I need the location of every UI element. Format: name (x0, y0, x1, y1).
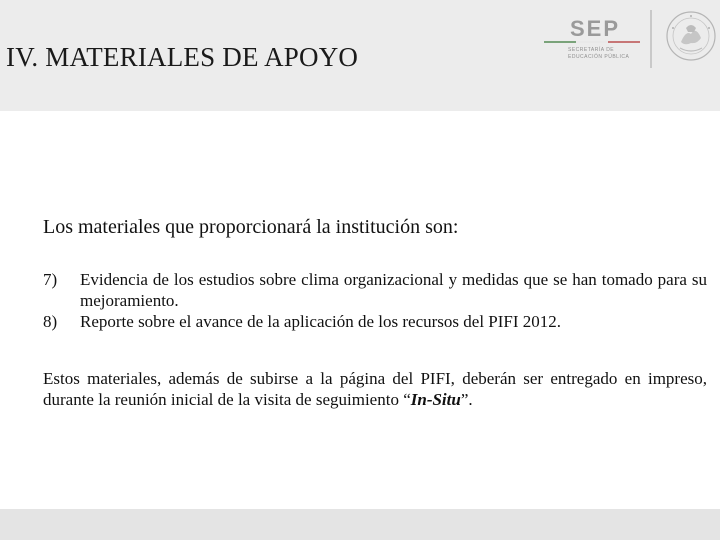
coat-of-arms-seal-icon (664, 8, 716, 64)
intro-text: Los materiales que proporcionará la institución son: (43, 216, 459, 238)
list-item-text: Reporte sobre el avance de la aplicación de los recursos del PIFI 2012. (80, 312, 562, 331)
closing-end: ”. (460, 390, 473, 409)
closing-text: Estos materiales, además de subirse a la página del PIFI, deberán ser entregado en impreso, durante la reunión inicial de la visita de seguimiento “ (43, 369, 707, 409)
sep-subtitle (568, 47, 640, 61)
flag-stripe-green (544, 41, 576, 43)
list-item (43, 269, 707, 311)
in-situ-emphasis: In-Situ (410, 390, 461, 409)
page-title: IV. MATERIALES DE APOYO (6, 42, 359, 72)
flag-stripe-red (608, 41, 640, 43)
sep-logo (540, 12, 640, 68)
footer-band (0, 509, 720, 540)
header-band (0, 0, 720, 111)
sep-subtitle-line2: EDUCACIÓN PÚBLICA (568, 54, 630, 60)
materials-list (43, 269, 707, 332)
sep-subtitle-line1: SECRETARÍA DE (568, 47, 615, 53)
list-item-number: 8) (43, 312, 58, 331)
logo-divider (650, 10, 652, 68)
list-item-text: Evidencia de los estudios sobre clima organizacional y medidas que se han tomado para su mejoramiento. (80, 270, 707, 310)
sep-wordmark: SEP (570, 16, 621, 41)
list-item (43, 311, 707, 332)
list-item-number: 7) (43, 270, 58, 289)
flag-stripe-white (576, 41, 608, 43)
closing-paragraph (43, 368, 707, 410)
